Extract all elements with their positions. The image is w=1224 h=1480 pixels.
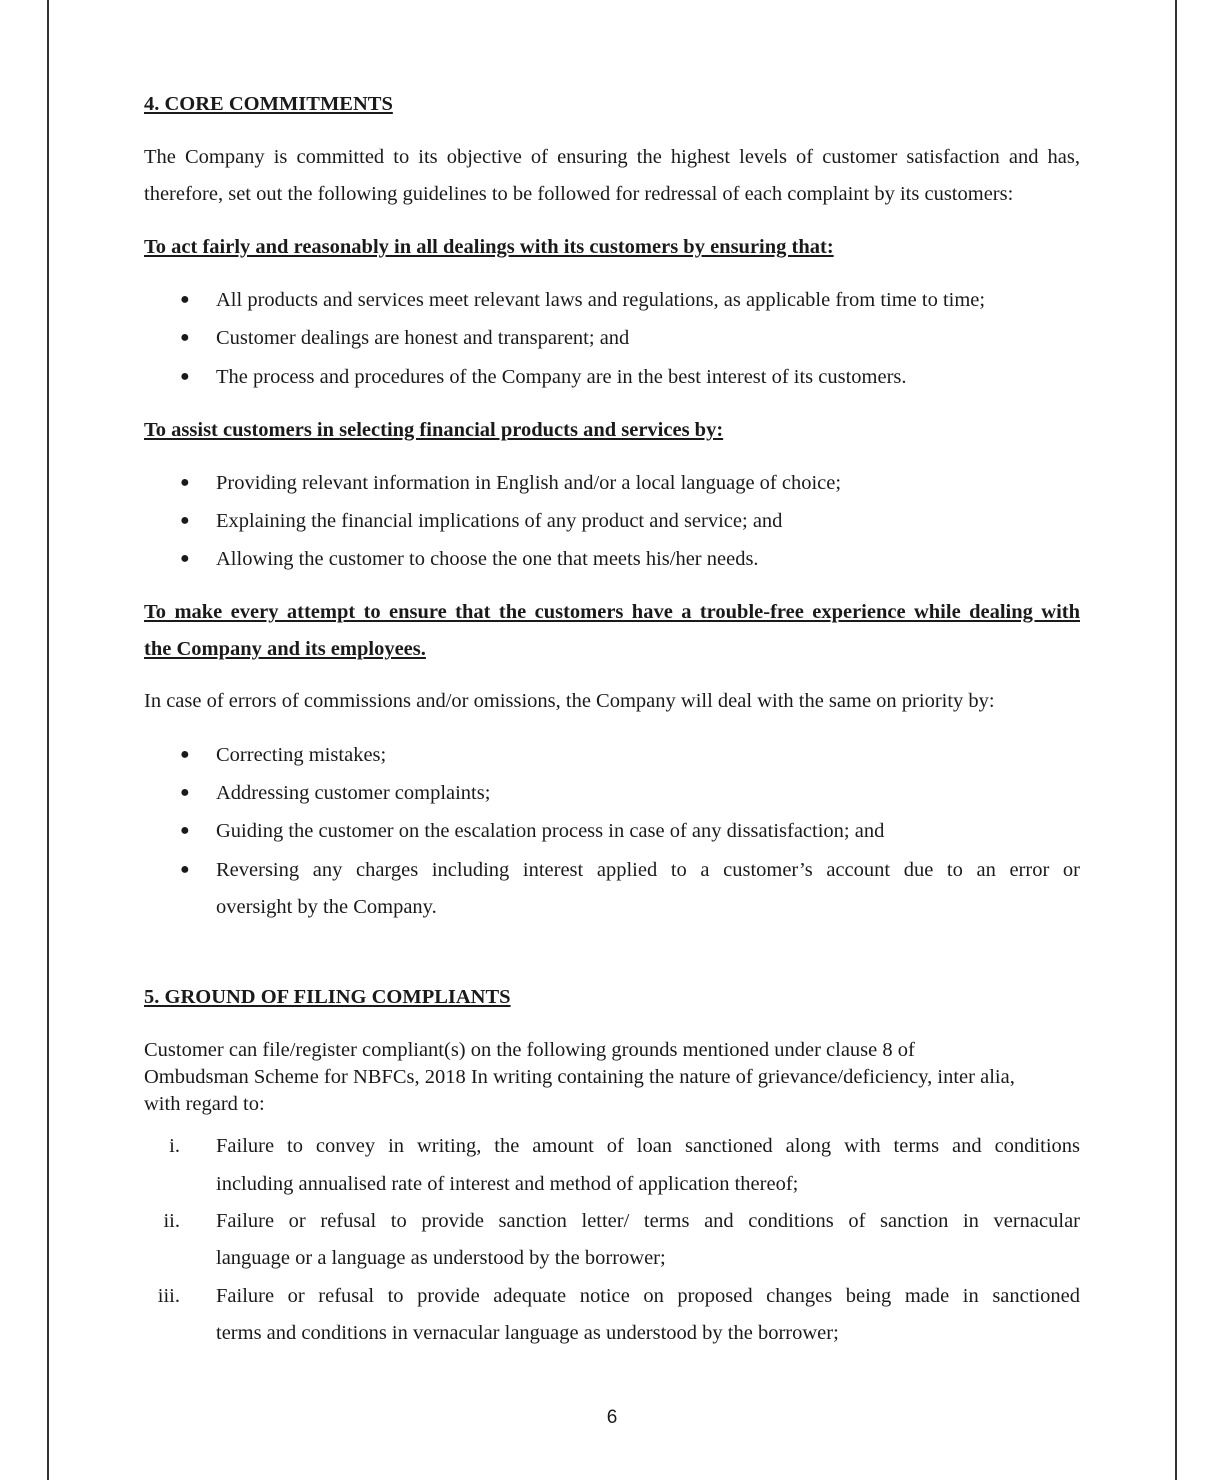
list-item: Failure or refusal to provide adequate notice on proposed changes being made in sanctioned — [216, 1285, 1080, 1307]
bullet-icon: ● — [180, 474, 190, 491]
intro-line: with regard to: — [144, 1093, 265, 1115]
errors-paragraph: In case of errors of commissions and/or omissions, the Company will deal with the same on priority by: — [144, 690, 995, 712]
intro-line: therefore, set out the following guidelines to be followed for redressal of each complaint by its customers: — [144, 183, 1014, 205]
list-item: Failure or refusal to provide sanction letter/ terms and conditions of sanction in vernacular — [216, 1210, 1080, 1232]
intro-line: Ombudsman Scheme for NBFCs, 2018 In writing containing the nature of grievance/deficiency, inter alia, — [144, 1066, 1015, 1088]
list-item: Reversing any charges including interest applied to a customer’s account due to an error or — [216, 859, 1080, 881]
page-number: 6 — [606, 1407, 618, 1428]
subheading-trouble-free: To make every attempt to ensure that the customers have a trouble-free experience while dealing with — [144, 601, 1080, 623]
list-item: Guiding the customer on the escalation process in case of any dissatisfaction; and — [216, 820, 885, 842]
bullet-icon: ● — [180, 550, 190, 567]
list-item: Addressing customer complaints; — [216, 782, 491, 804]
item-number: ii. — [163, 1210, 180, 1232]
list-item: Failure to convey in writing, the amount of loan sanctioned along with terms and conditions — [216, 1135, 1080, 1157]
list-item-continued: language or a language as understood by the borrower; — [216, 1247, 666, 1269]
list-item-continued: oversight by the Company. — [216, 896, 437, 918]
list-item-continued: including annualised rate of interest and method of application thereof; — [216, 1173, 799, 1195]
bullet-icon: ● — [180, 784, 190, 801]
list-item: Allowing the customer to choose the one that meets his/her needs. — [216, 548, 759, 570]
subheading-assist: To assist customers in selecting financial products and services by: — [144, 419, 724, 441]
list-item-continued: terms and conditions in vernacular language as understood by the borrower; — [216, 1322, 839, 1344]
list-item: All products and services meet relevant laws and regulations, as applicable from time to time; — [216, 289, 986, 311]
list-item: Correcting mistakes; — [216, 744, 387, 766]
item-number: i. — [169, 1135, 180, 1157]
page-border-right — [1175, 0, 1177, 1480]
section-4-heading: 4. CORE COMMITMENTS — [144, 93, 393, 115]
item-number: iii. — [157, 1285, 180, 1307]
list-item: Providing relevant information in English and/or a local language of choice; — [216, 472, 842, 494]
section-5-heading: 5. GROUND OF FILING COMPLIANTS — [144, 986, 511, 1008]
list-item: Explaining the financial implications of any product and service; and — [216, 510, 783, 532]
bullet-icon: ● — [180, 329, 190, 346]
subheading-fairly: To act fairly and reasonably in all dealings with its customers by ensuring that: — [144, 236, 834, 258]
subheading-trouble-free: the Company and its employees. — [144, 638, 426, 660]
intro-line: Customer can file/register compliant(s) on the following grounds mentioned under clause 8 of — [144, 1039, 915, 1061]
list-item: The process and procedures of the Company are in the best interest of its customers. — [216, 366, 907, 388]
bullet-icon: ● — [180, 861, 190, 878]
intro-line: The Company is committed to its objective of ensuring the highest levels of customer satisfaction and has, — [144, 146, 1080, 168]
page-border-left — [47, 0, 49, 1480]
bullet-icon: ● — [180, 368, 190, 385]
bullet-icon: ● — [180, 822, 190, 839]
list-item: Customer dealings are honest and transparent; and — [216, 327, 630, 349]
bullet-icon: ● — [180, 746, 190, 763]
bullet-icon: ● — [180, 291, 190, 308]
bullet-icon: ● — [180, 512, 190, 529]
